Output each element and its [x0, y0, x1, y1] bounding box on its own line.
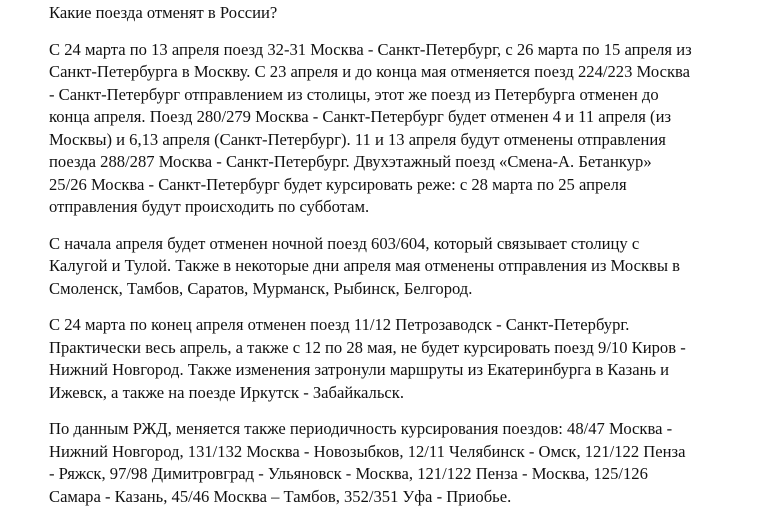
paragraph-2 [49, 233, 739, 301]
text-line: Ижевск, а также на поезде Иркутск - Забайкальск. [49, 382, 404, 402]
text-line: С 24 марта по 13 апреля поезд 32-31 Москва - Санкт-Петербург, с 26 марта по 15 апреля из [49, 39, 692, 59]
text-line: По данным РЖД, меняется также периодичность курсирования поездов: 48/47 Москва - [49, 419, 673, 438]
text-line: Санкт-Петербурга в Москву. С 23 апреля и до конца мая отменяется поезд 224/223 Москва [49, 62, 690, 81]
text-line: конца апреля. Поезд 280/279 Москва - Санкт-Петербург будет отменен 4 и 11 апреля (из [49, 107, 672, 126]
text-line: Москвы) и 6,13 апреля (Санкт-Петербург). 11 и 13 апреля будут отменены отправления [49, 129, 666, 149]
text-line: Практически весь апрель, а также с 12 по 28 мая, не будет курсировать поезд 9/10 Киров - [49, 337, 686, 357]
text-line: С 24 марта по конец апреля отменен поезд 11/12 Петрозаводск - Санкт-Петербург. [49, 315, 630, 334]
text-line: Смоленск, Тамбов, Саратов, Мурманск, Рыбинск, Белгород. [49, 278, 473, 298]
text-line: поезда 288/287 Москва - Санкт-Петербург. Двухэтажный поезд «Смена-А. Бетанкур» [49, 152, 652, 171]
text-line: Калугой и Тулой. Также в некоторые дни апреля мая отменены отправления из Москвы в [49, 256, 680, 275]
text-line: 25/26 Москва - Санкт-Петербург будет курсировать реже: с 28 марта по 25 апреля [49, 174, 627, 194]
text-line: Нижний Новгород. Также изменения затронули маршруты из Екатеринбурга в Казань и [49, 360, 670, 379]
paragraph-1 [49, 39, 739, 219]
paragraph-4 [49, 418, 739, 508]
text-line: - Ряжск, 97/98 Димитровград - Ульяновск - Москва, 121/122 Пенза - Москва, 125/126 [49, 464, 648, 483]
article-heading: Какие поезда отменят в России? [49, 3, 278, 22]
text-line: Самара - Казань, 45/46 Москва – Тамбов, 352/351 Уфа - Приобье. [49, 486, 512, 506]
text-line: С начала апреля будет отменен ночной поезд 603/604, который связывает столицу с [49, 233, 640, 253]
text-line: отправления будут происходить по субботам. [49, 197, 370, 216]
article-body [49, 0, 739, 508]
text-line: - Санкт-Петербург отправлением из столицы, этот же поезд из Петербурга отменен до [49, 84, 659, 104]
paragraph-3 [49, 314, 739, 404]
text-line: Нижний Новгород, 131/132 Москва - Новозыбков, 12/11 Челябинск - Омск, 121/122 Пенза [49, 441, 686, 461]
